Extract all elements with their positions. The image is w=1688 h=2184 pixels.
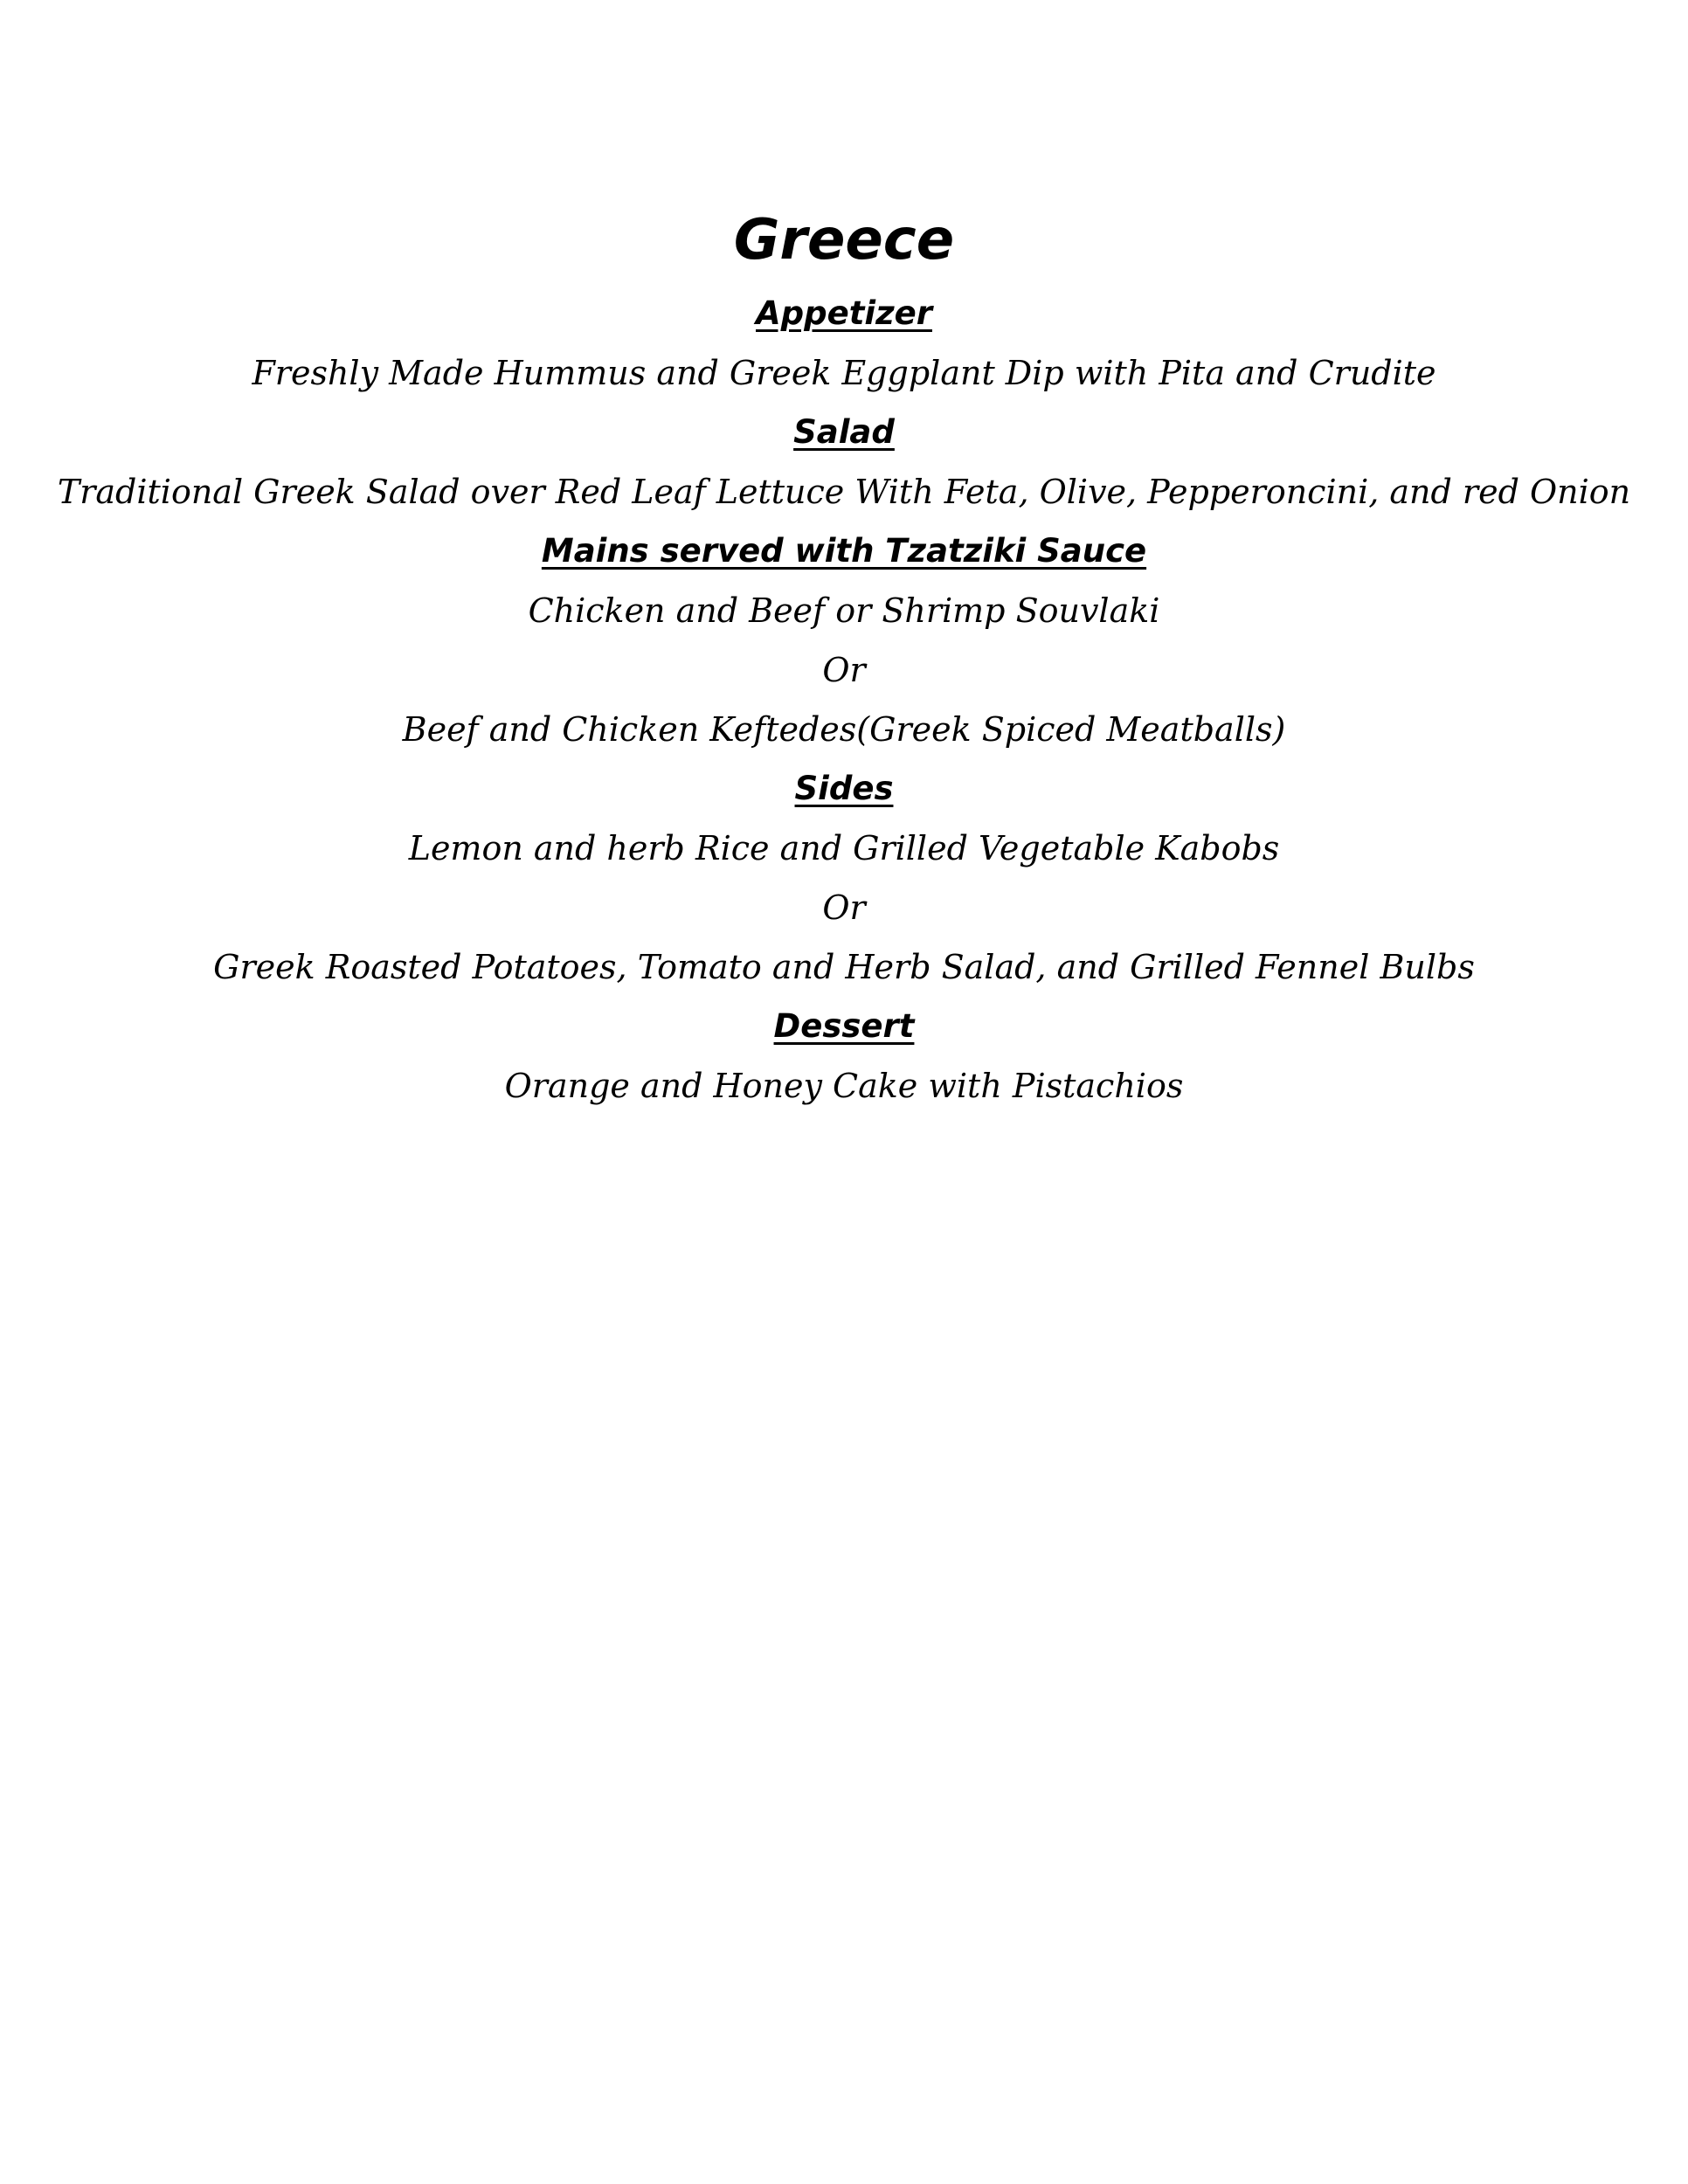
section-heading: Mains served with Tzatziki Sauce bbox=[541, 532, 1147, 570]
menu-item: Lemon and herb Rice and Grilled Vegetable Kabobs bbox=[408, 829, 1280, 867]
menu-item: Greek Roasted Potatoes, Tomato and Herb Salad, and Grilled Fennel Bulbs bbox=[213, 948, 1475, 986]
menu bbox=[0, 197, 1688, 1116]
section-mains bbox=[0, 522, 1688, 759]
menu-item: Beef and Chicken Keftedes(Greek Spiced Meatballs) bbox=[402, 710, 1286, 749]
section-sides bbox=[0, 759, 1688, 997]
section-salad bbox=[0, 403, 1688, 522]
section-dessert bbox=[0, 997, 1688, 1116]
menu-item: Orange and Honey Cake with Pistachios bbox=[504, 1067, 1184, 1105]
menu-item: Traditional Greek Salad over Red Leaf Lettuce With Feta, Olive, Pepperoncini, and red Onion bbox=[57, 473, 1631, 511]
or-separator: Or bbox=[822, 888, 866, 927]
section-heading: Salad bbox=[793, 413, 895, 451]
section-heading: Appetizer bbox=[756, 294, 932, 332]
menu-item: Chicken and Beef or Shrimp Souvlaki bbox=[528, 591, 1160, 630]
section-appetizer bbox=[0, 284, 1688, 403]
menu-item: Freshly Made Hummus and Greek Eggplant Dip with Pita and Crudite bbox=[252, 354, 1436, 392]
section-heading: Dessert bbox=[773, 1007, 915, 1045]
menu-title: Greece bbox=[733, 208, 955, 273]
section-heading: Sides bbox=[794, 770, 894, 807]
or-separator: Or bbox=[822, 651, 866, 689]
